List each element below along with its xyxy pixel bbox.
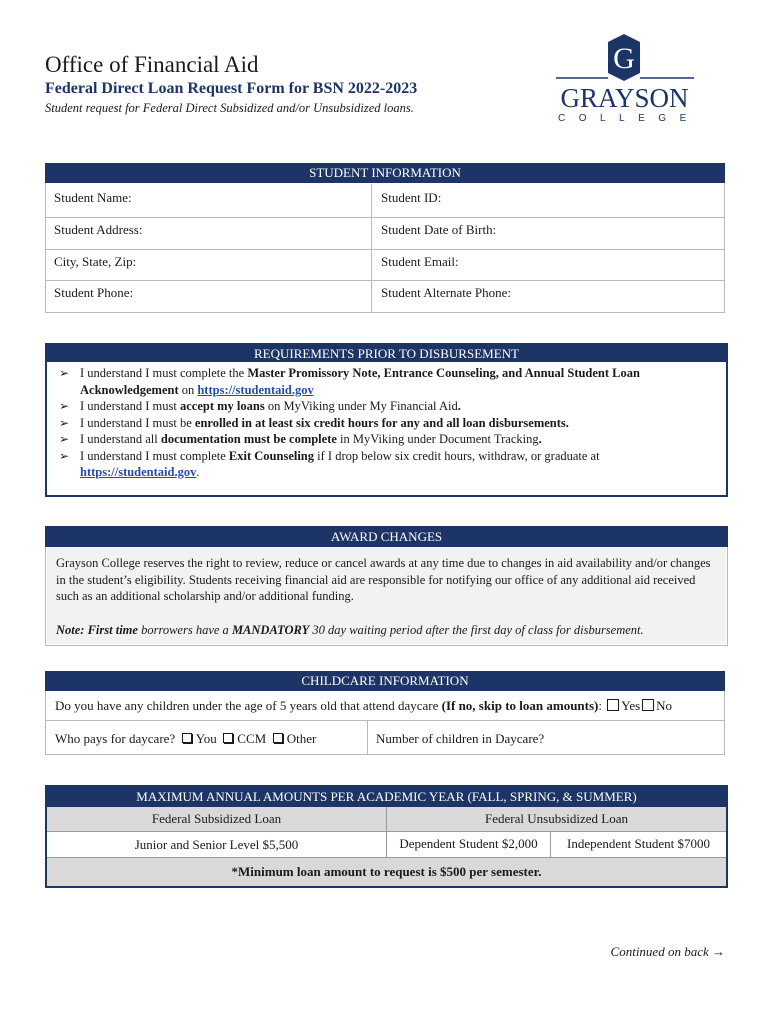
row-divider xyxy=(46,249,724,250)
studentaid-link[interactable]: https://studentaid.gov xyxy=(197,382,314,397)
daycare-question: Do you have any children under the age of 5 years old that attend daycare (If no, skip to loan amounts): Yes No xyxy=(55,698,673,713)
student-id-field[interactable]: Student ID: xyxy=(381,190,442,205)
requirement-item: ➢ I understand I must complete the Master Promissory Note, Entrance Counseling, and Annual Student Loan Acknowledgement on https://studentaid.gov xyxy=(59,366,640,397)
office-title: Office of Financial Aid xyxy=(45,52,259,77)
logo-subtext: COLLEGE xyxy=(558,113,700,124)
yes-checkbox[interactable] xyxy=(607,699,619,711)
requirement-item: ➢ I understand I must complete Exit Counseling if I drop below six credit hours, withdraw, or graduate at https://studentaid.gov. xyxy=(59,448,600,479)
logo-wordmark: GRAYSON xyxy=(560,83,689,113)
arrow-bullet-icon: ➢ xyxy=(59,399,70,413)
subsidized-header: Federal Subsidized Loan xyxy=(151,811,282,826)
section-header: AWARD CHANGES xyxy=(45,526,728,547)
form-title: Federal Direct Loan Request Form for BSN 2022-2023 xyxy=(45,80,418,97)
student-dob-field[interactable]: Student Date of Birth: xyxy=(381,222,497,237)
student-address-field[interactable]: Student Address: xyxy=(54,222,143,237)
ccm-checkbox[interactable] xyxy=(223,733,233,743)
arrow-bullet-icon: ➢ xyxy=(59,366,70,380)
no-label: No xyxy=(656,698,673,713)
requirement-item: ➢ I understand I must accept my loans on MyViking under My Financial Aid. xyxy=(59,399,461,413)
continued-on-back: Continued on back → xyxy=(610,944,725,959)
childcare-section xyxy=(45,671,725,755)
section-header: REQUIREMENTS PRIOR TO DISBURSEMENT xyxy=(47,345,726,362)
city-state-zip-field[interactable]: City, State, Zip: xyxy=(54,254,137,269)
student-alt-phone-field[interactable]: Student Alternate Phone: xyxy=(381,285,511,300)
column-divider xyxy=(367,720,368,755)
student-name-field[interactable]: Student Name: xyxy=(54,190,132,205)
section-header: STUDENT INFORMATION xyxy=(45,163,725,183)
award-body xyxy=(47,547,726,644)
arrow-bullet-icon: ➢ xyxy=(59,448,70,463)
student-information-section xyxy=(45,163,725,313)
arrow-bullet-icon: ➢ xyxy=(59,432,70,446)
grayson-college-logo xyxy=(552,33,700,125)
award-changes-text: Grayson College reserves the right to review, reduce or cancel awards at any time due to changes in aid availability and/or changes in the student’s eligibility. Students receiving financial aid are responsible for notifying our office of any additional aid received such as an additional scholarship and/or additional funding. xyxy=(56,556,711,603)
you-checkbox[interactable] xyxy=(182,733,192,743)
row-divider xyxy=(47,857,726,858)
requirements-section xyxy=(45,343,728,497)
logo-shield-icon xyxy=(552,33,697,83)
number-of-children-field[interactable]: Number of children in Daycare? xyxy=(376,731,545,746)
requirement-item: ➢ I understand I must be enrolled in at least six credit hours for any and all loan disbursements. xyxy=(59,415,569,430)
student-email-field[interactable]: Student Email: xyxy=(381,254,459,269)
dependent-amount: Dependent Student $2,000 xyxy=(399,836,538,851)
no-checkbox[interactable] xyxy=(642,699,654,711)
row-divider xyxy=(46,280,724,281)
student-phone-field[interactable]: Student Phone: xyxy=(54,285,134,300)
minimum-loan-note: *Minimum loan amount to request is $500 per semester. xyxy=(231,864,542,879)
studentaid-link[interactable]: https://studentaid.gov xyxy=(80,465,197,479)
arrow-bullet-icon: ➢ xyxy=(59,415,70,430)
yes-label: Yes xyxy=(621,698,641,713)
max-amounts-section xyxy=(45,785,728,888)
section-header: MAXIMUM ANNUAL AMOUNTS PER ACADEMIC YEAR (FALL, SPRING, & SUMMER) xyxy=(47,787,726,807)
row-divider xyxy=(46,217,724,218)
award-changes-section xyxy=(45,526,728,646)
logo-letter: G xyxy=(613,42,635,75)
row-divider xyxy=(46,720,724,721)
form-subtitle: Student request for Federal Direct Subsidized and/or Unsubsidized loans. xyxy=(45,101,414,115)
unsubsidized-header: Federal Unsubsidized Loan xyxy=(485,811,628,826)
subsidized-amount: Junior and Senior Level $5,500 xyxy=(134,837,299,852)
who-pays-daycare: Who pays for daycare? You CCM Other xyxy=(55,731,317,746)
other-checkbox[interactable] xyxy=(273,733,283,743)
requirement-item: ➢ I understand all documentation must be complete in MyViking under Document Tracking. xyxy=(59,432,542,446)
award-note: Note: First time borrowers have a MANDATORY 30 day waiting period after the first day of class for disbursement. xyxy=(56,623,644,637)
independent-amount: Independent Student $7000 xyxy=(567,836,710,851)
section-header: CHILDCARE INFORMATION xyxy=(45,671,725,691)
